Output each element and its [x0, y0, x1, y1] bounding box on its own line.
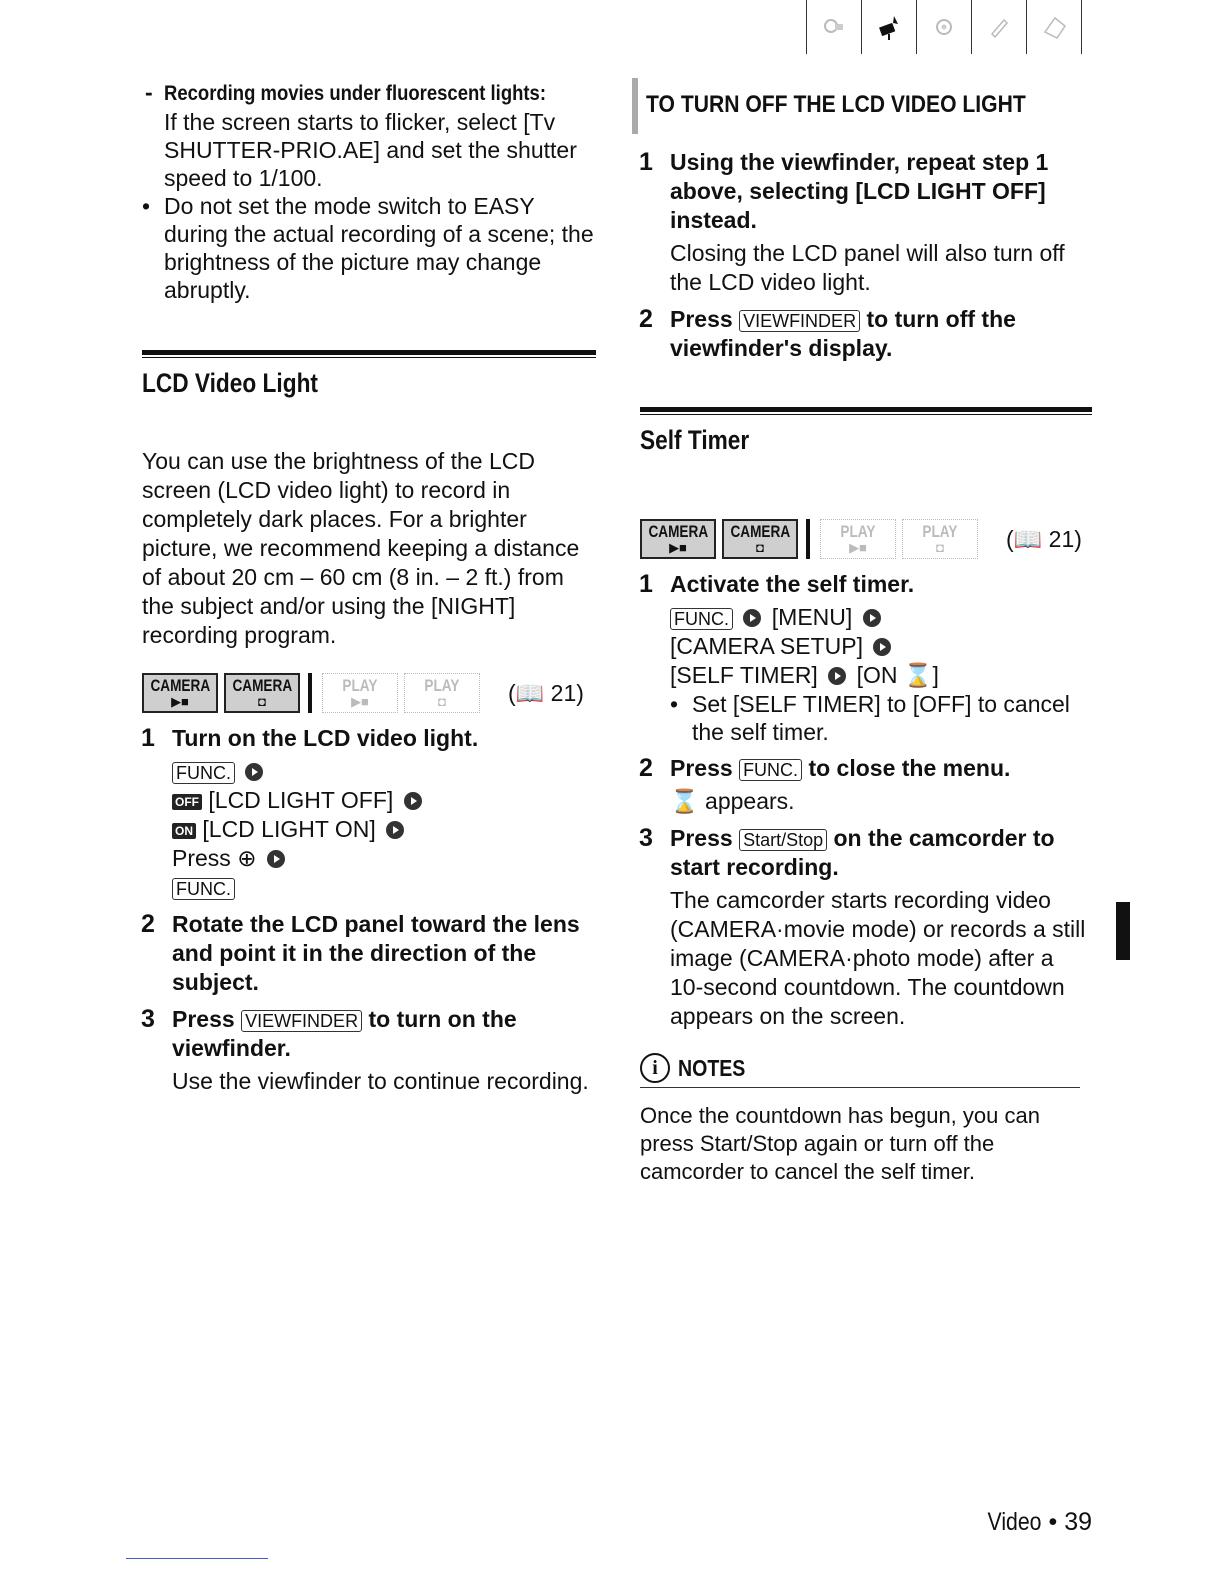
timer-step-1-detail: [670, 603, 1092, 746]
fluorescent-note: [145, 78, 596, 192]
mode-play-photo: PLAY ◘: [404, 673, 480, 713]
menu-option-light-on: [LCD LIGHT ON]: [202, 816, 376, 842]
menu-option-light-off: [LCD LIGHT OFF]: [208, 787, 394, 813]
right-column: [640, 78, 1092, 1186]
arrow-icon: [267, 850, 285, 868]
info-icon: i: [640, 1053, 670, 1083]
right-step-1-detail: Closing the LCD panel will also turn off the LCD video light.: [670, 240, 1065, 295]
cancel-timer-bullet: • Set [SELF TIMER] to [OFF] to cancel the self timer.: [692, 690, 1092, 746]
camera-flash-tab: [861, 0, 916, 54]
lcd-video-light-title: LCD Video Light: [142, 368, 318, 398]
page-number: 39: [1064, 1508, 1092, 1536]
movie-icon: ▶■: [351, 694, 369, 709]
step-number: 2: [639, 754, 653, 782]
mode-play-movie: PLAY ▶■: [322, 673, 398, 713]
step-number: 1: [639, 148, 653, 176]
timer-step-2-heading: Press FUNC. to close the menu.: [670, 755, 1011, 781]
mode-camera-photo: CAMERA ◘: [224, 673, 300, 713]
step-1-detail: [172, 757, 596, 902]
step-number: 3: [141, 1005, 155, 1033]
page-reference: (📖 21): [1006, 525, 1082, 552]
photo-icon: ◘: [438, 694, 446, 709]
func-key: FUNC.: [739, 759, 802, 781]
timer-step-1-heading: Activate the self timer.: [670, 571, 915, 597]
movie-edit-icon: [984, 12, 1014, 42]
timer-step-1: [639, 570, 1092, 746]
step-number: 2: [141, 910, 155, 938]
arrow-icon: [743, 609, 761, 627]
fluorescent-note-text: If the screen starts to flicker, select [Tv SHUTTER-PRIO.AE] and set the shutter speed to 1/100.: [164, 109, 577, 191]
right-step-1: [639, 148, 1092, 297]
movie-icon: ▶■: [849, 540, 867, 555]
notes-header: [640, 1053, 1080, 1088]
step-number: 1: [141, 724, 155, 752]
easy-mode-warning: • Do not set the mode switch to EASY during the actual recording of a scene; the brightness of the picture may change abruptly.: [164, 192, 596, 304]
step-2-heading: Rotate the LCD panel toward the lens and point it in the direction of the subject.: [172, 911, 580, 995]
photo-edit-icon: [1039, 12, 1069, 42]
movie-edit-tab: [971, 0, 1026, 54]
mode-indicator-row: [142, 670, 596, 716]
timer-step-3-heading: Press Start/Stop on the camcorder to start recording.: [670, 825, 1055, 880]
footer-section: Video: [987, 1508, 1042, 1536]
turn-off-light-heading: TO TURN OFF THE LCD VIDEO LIGHT: [646, 91, 1026, 118]
light-on-icon: ON: [172, 823, 196, 839]
photo-icon: ◘: [756, 540, 764, 555]
viewfinder-key: VIEWFINDER: [739, 310, 860, 332]
mode-indicator-row: [640, 516, 1092, 562]
press-label: Press: [172, 845, 231, 871]
chapter-thumb-mark: [1116, 902, 1130, 960]
photo-icon: ◘: [258, 694, 266, 709]
dash-marker: -: [145, 79, 153, 105]
arrow-icon: [863, 609, 881, 627]
step-number: 2: [639, 305, 653, 333]
timer-step-2-detail: ⌛ appears.: [670, 788, 795, 814]
step-3: [141, 1005, 596, 1096]
camera-flash-icon: [874, 12, 904, 42]
mode-camera-movie: CAMERA ▶■: [640, 519, 716, 559]
mode-separator: [806, 519, 810, 559]
section-tabs: [806, 0, 1082, 54]
mode-separator: [308, 673, 312, 713]
timer-step-3: [639, 824, 1092, 1031]
self-timer-title: Self Timer: [640, 425, 750, 455]
arrow-icon: [386, 821, 404, 839]
timer-step-3-detail: The camcorder starts recording video (CAMERA·movie mode) or records a still image (CAMERA·photo mode) after a 10-second countdown. The countdown appears on the screen.: [670, 887, 1086, 1029]
step-3-detail: Use the viewfinder to continue recording.: [172, 1068, 589, 1094]
arrow-icon: [873, 638, 891, 656]
arrow-icon: [245, 763, 263, 781]
notes-label: NOTES: [678, 1054, 746, 1081]
self-timer-option: [SELF TIMER]: [670, 662, 818, 688]
right-step-2: [639, 305, 1092, 363]
sub-heading-bar: [632, 78, 638, 134]
mode-camera-photo: CAMERA ◘: [722, 519, 798, 559]
camera-setup-option: [CAMERA SETUP]: [670, 633, 863, 659]
movie-mode-icon: [819, 12, 849, 42]
section-rule: [142, 350, 596, 358]
start-stop-key: Start/Stop: [739, 829, 827, 851]
step-1: [141, 724, 596, 902]
mode-play-movie: PLAY ▶■: [820, 519, 896, 559]
right-step-2-heading: Press VIEWFINDER to turn off the viewfinder's display.: [670, 306, 1016, 361]
on-option: [ON ⌛]: [856, 662, 939, 688]
left-column: [142, 78, 596, 1096]
fluorescent-note-title: Recording movies under fluorescent lights:: [164, 82, 546, 105]
footer-line: [126, 1558, 268, 1559]
movie-mode-tab: [806, 0, 861, 54]
lcd-video-light-intro: You can use the brightness of the LCD screen (LCD video light) to record in completely dark places. For a brighter picture, we recommend keeping a distance of about 20 cm – 60 cm (8 in. – 2 ft.) from the subject and/or using the [NIGHT] recording program.: [142, 448, 580, 648]
right-step-1-heading: Using the viewfinder, repeat step 1 above, selecting [LCD LIGHT OFF] instead.: [670, 149, 1049, 233]
viewfinder-key: VIEWFINDER: [241, 1010, 362, 1032]
step-number: 1: [639, 570, 653, 598]
light-off-icon: OFF: [172, 794, 202, 810]
notes-text: Once the countdown has begun, you can press Start/Stop again or turn off the camcorder to cancel the self timer.: [640, 1103, 1040, 1184]
photo-edit-tab: [1026, 0, 1082, 54]
step-1-heading: Turn on the LCD video light.: [172, 725, 479, 751]
photo-icon: [929, 12, 959, 42]
page-reference: (📖 21): [508, 679, 584, 706]
photo-tab: [916, 0, 971, 54]
timer-step-2: [639, 754, 1092, 816]
step-number: 3: [639, 824, 653, 852]
step-3-heading: Press VIEWFINDER to turn on the viewfinder.: [172, 1006, 517, 1061]
sub-heading-row: [632, 78, 1092, 134]
arrow-icon: [404, 792, 422, 810]
arrow-icon: [828, 667, 846, 685]
joystick-icon: ⊕: [237, 845, 257, 871]
photo-icon: ◘: [936, 540, 944, 555]
section-rule: [640, 407, 1092, 415]
func-key: FUNC.: [172, 762, 235, 784]
mode-play-photo: PLAY ◘: [902, 519, 978, 559]
mode-camera-movie: CAMERA ▶■: [142, 673, 218, 713]
func-key: FUNC.: [172, 878, 235, 900]
movie-icon: ▶■: [171, 694, 189, 709]
menu-option: [MENU]: [771, 604, 853, 630]
func-key: FUNC.: [670, 608, 733, 630]
page-footer: Video • 39: [987, 1508, 1092, 1536]
step-2: [141, 910, 596, 997]
movie-icon: ▶■: [669, 540, 687, 555]
